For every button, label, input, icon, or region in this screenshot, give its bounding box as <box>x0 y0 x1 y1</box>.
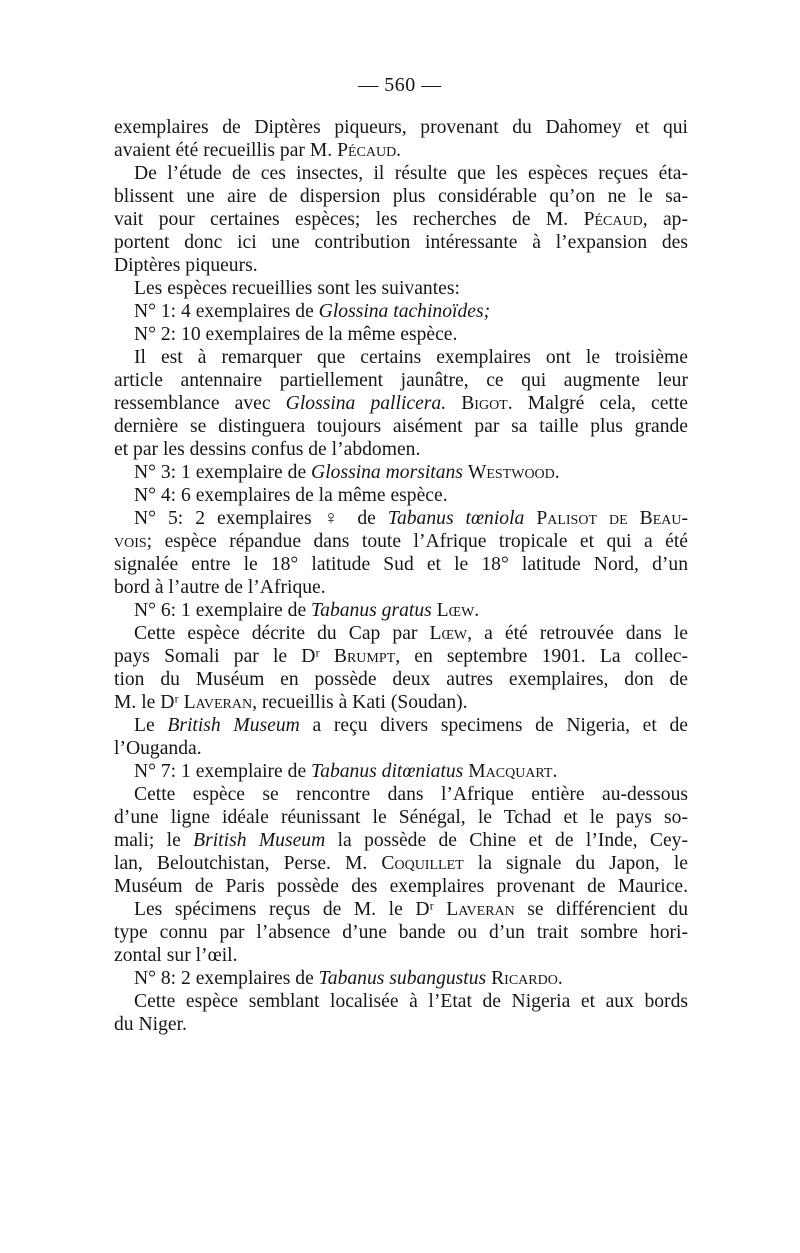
text-segment: et par les dessins confus de l’abdomen. <box>114 439 421 460</box>
text-line <box>114 507 688 530</box>
small-caps-name: Lœw. <box>436 600 480 621</box>
text-segment: Cette espèce décrite du Cap par <box>134 623 430 644</box>
text-line <box>114 300 688 323</box>
text-segment: avaient été recueillis par M. <box>114 140 338 161</box>
text-segment: pays Somali par le Dʳ <box>114 646 334 667</box>
small-caps-name: Pécaud. <box>337 140 402 161</box>
text-segment: N° 8: 2 exemplaires de <box>134 968 319 989</box>
text-line <box>114 392 688 415</box>
text-segment: bord à l’autre de l’Afrique. <box>114 577 326 598</box>
text-segment: l’Ouganda. <box>114 738 202 759</box>
italic-text: Glossina tachinoïdes; <box>318 301 491 322</box>
text-segment: signalée entre le 18° latitude Sud et le 18° latitude Nord, d’un <box>114 554 688 575</box>
text-segment: Diptères piqueurs. <box>114 255 258 276</box>
text-line <box>114 415 688 438</box>
text-line <box>114 829 688 852</box>
text-segment: mali; le <box>114 830 194 851</box>
small-caps-name: Laveran <box>446 899 515 920</box>
italic-text: Tabanus ditœniatus <box>311 761 464 782</box>
text-line <box>114 484 688 507</box>
text-line <box>114 806 688 829</box>
text-line <box>114 944 688 967</box>
text-segment: Cette espèce semblant localisée à l’Etat de Nigeria et aux bords <box>134 991 688 1012</box>
text-segment: d’une ligne idéale réunissant le Sénégal, le Tchad et le pays so- <box>114 807 688 828</box>
italic-text: British Museum <box>167 715 300 736</box>
text-line <box>114 162 688 185</box>
text-line <box>114 645 688 668</box>
text-segment: se différencient du <box>514 899 688 920</box>
text-segment: Cette espèce se rencontre dans l’Afrique entière au-dessous <box>134 784 688 805</box>
small-caps-name: vois <box>114 531 147 552</box>
text-line <box>114 921 688 944</box>
text-segment: a reçu divers specimens de Nigeria, et de <box>299 715 688 736</box>
text-line <box>114 898 688 921</box>
text-segment: dernière se distinguera toujours aisément par sa taille plus grande <box>114 416 688 437</box>
text-line <box>114 622 688 645</box>
text-line <box>114 737 688 760</box>
small-caps-name: Laveran <box>183 692 253 713</box>
text-segment: Le <box>134 715 168 736</box>
text-line <box>114 714 688 737</box>
text-segment: Muséum de Paris possède des exemplaires provenant de Maurice. <box>114 876 688 897</box>
text-line <box>114 277 688 300</box>
text-segment: Les spécimens reçus de M. le Dʳ <box>134 899 447 920</box>
text-line <box>114 185 688 208</box>
text-line <box>114 231 688 254</box>
italic-text: Glossina pallicera. <box>285 393 447 414</box>
text-line <box>114 254 688 277</box>
text-segment: N° 4: 6 exemplaires de la même espèce. <box>134 485 448 506</box>
small-caps-name: Macquart. <box>468 761 558 782</box>
text-segment: , ap- <box>642 209 688 230</box>
text-segment: type connu par l’absence d’une bande ou d’un trait sombre hori- <box>114 922 688 943</box>
text-segment: Les espèces recueillies sont les suivantes: <box>134 278 460 299</box>
text-line <box>114 116 688 139</box>
text-segment: N° 5: 2 exemplaires ♀ de <box>134 508 388 529</box>
text-segment: zontal sur l’œil. <box>114 945 238 966</box>
text-segment: M. le Dʳ <box>114 692 184 713</box>
small-caps-name: Ricardo. <box>491 968 563 989</box>
small-caps-name: Pécaud <box>583 209 643 230</box>
text-line <box>114 668 688 691</box>
text-line <box>114 691 688 714</box>
small-caps-name: Lœw <box>429 623 468 644</box>
text-line <box>114 461 688 484</box>
text-segment: portent donc ici une contribution intéressante à l’expansion des <box>114 232 688 253</box>
text-line <box>114 438 688 461</box>
text-line <box>114 553 688 576</box>
text-segment: N° 6: 1 exemplaire de <box>134 600 312 621</box>
text-line <box>114 323 688 346</box>
body-text <box>114 116 688 1036</box>
text-segment <box>446 393 461 414</box>
text-segment: du Niger. <box>114 1014 187 1035</box>
text-segment: blissent une aire de dispersion plus considérable qu’on ne le sa- <box>114 186 688 207</box>
small-caps-name: Brumpt <box>333 646 396 667</box>
text-line <box>114 967 688 990</box>
text-segment: , a été retrouvée dans le <box>467 623 688 644</box>
italic-text: Glossina morsitans <box>311 462 463 483</box>
italic-text: British Museum <box>193 830 326 851</box>
text-line <box>114 1013 688 1036</box>
text-line <box>114 852 688 875</box>
text-line <box>114 599 688 622</box>
text-segment: N° 3: 1 exemplaire de <box>134 462 312 483</box>
text-segment: . Malgré cela, cette <box>507 393 688 414</box>
text-line <box>114 369 688 392</box>
text-segment: Il est à remarquer que certains exemplaires ont le troisième <box>134 347 688 368</box>
italic-text: Tabanus tœniola <box>387 508 525 529</box>
text-segment: , en septembre 1901. La collec- <box>395 646 689 667</box>
page-number: — 560 — <box>358 74 442 96</box>
text-line <box>114 875 688 898</box>
small-caps-name: Coquillet <box>381 853 464 874</box>
small-caps-name: Palisot de Beau- <box>536 508 688 529</box>
text-segment: la signale du Japon, le <box>463 853 688 874</box>
text-segment <box>524 508 536 529</box>
text-segment: exemplaires de Diptères piqueurs, provenant du Dahomey et qui <box>114 117 688 138</box>
text-segment: lan, Beloutchistan, Perse. M. <box>114 853 382 874</box>
text-segment: ressemblance avec <box>114 393 286 414</box>
text-line <box>114 346 688 369</box>
text-segment: , recueillis à Kati (Soudan). <box>252 692 468 713</box>
text-segment: la possède de Chine et de l’Inde, Cey- <box>325 830 689 851</box>
text-segment: article antennaire partiellement jaunâtre, ce qui augmente leur <box>114 370 688 391</box>
small-caps-name: Westwood. <box>467 462 560 483</box>
text-segment: tion du Muséum en possède deux autres exemplaires, don de <box>114 669 688 690</box>
text-segment: N° 2: 10 exemplaires de la même espèce. <box>134 324 458 345</box>
italic-text: Tabanus subangustus <box>318 968 487 989</box>
text-segment: ; espèce répandue dans toute l’Afrique tropicale et qui a été <box>146 531 688 552</box>
text-segment: De l’étude de ces insectes, il résulte que les espèces reçues éta- <box>134 163 688 184</box>
text-line <box>114 760 688 783</box>
italic-text: Tabanus gratus <box>311 600 432 621</box>
text-segment: vait pour certaines espèces; les recherches de M. <box>114 209 584 230</box>
text-segment: N° 1: 4 exemplaires de <box>134 301 319 322</box>
text-line <box>114 139 688 162</box>
text-line <box>114 530 688 553</box>
text-line <box>114 783 688 806</box>
small-caps-name: Bigot <box>461 393 508 414</box>
text-line <box>114 990 688 1013</box>
text-line <box>114 576 688 599</box>
text-line <box>114 208 688 231</box>
text-segment: N° 7: 1 exemplaire de <box>134 761 312 782</box>
